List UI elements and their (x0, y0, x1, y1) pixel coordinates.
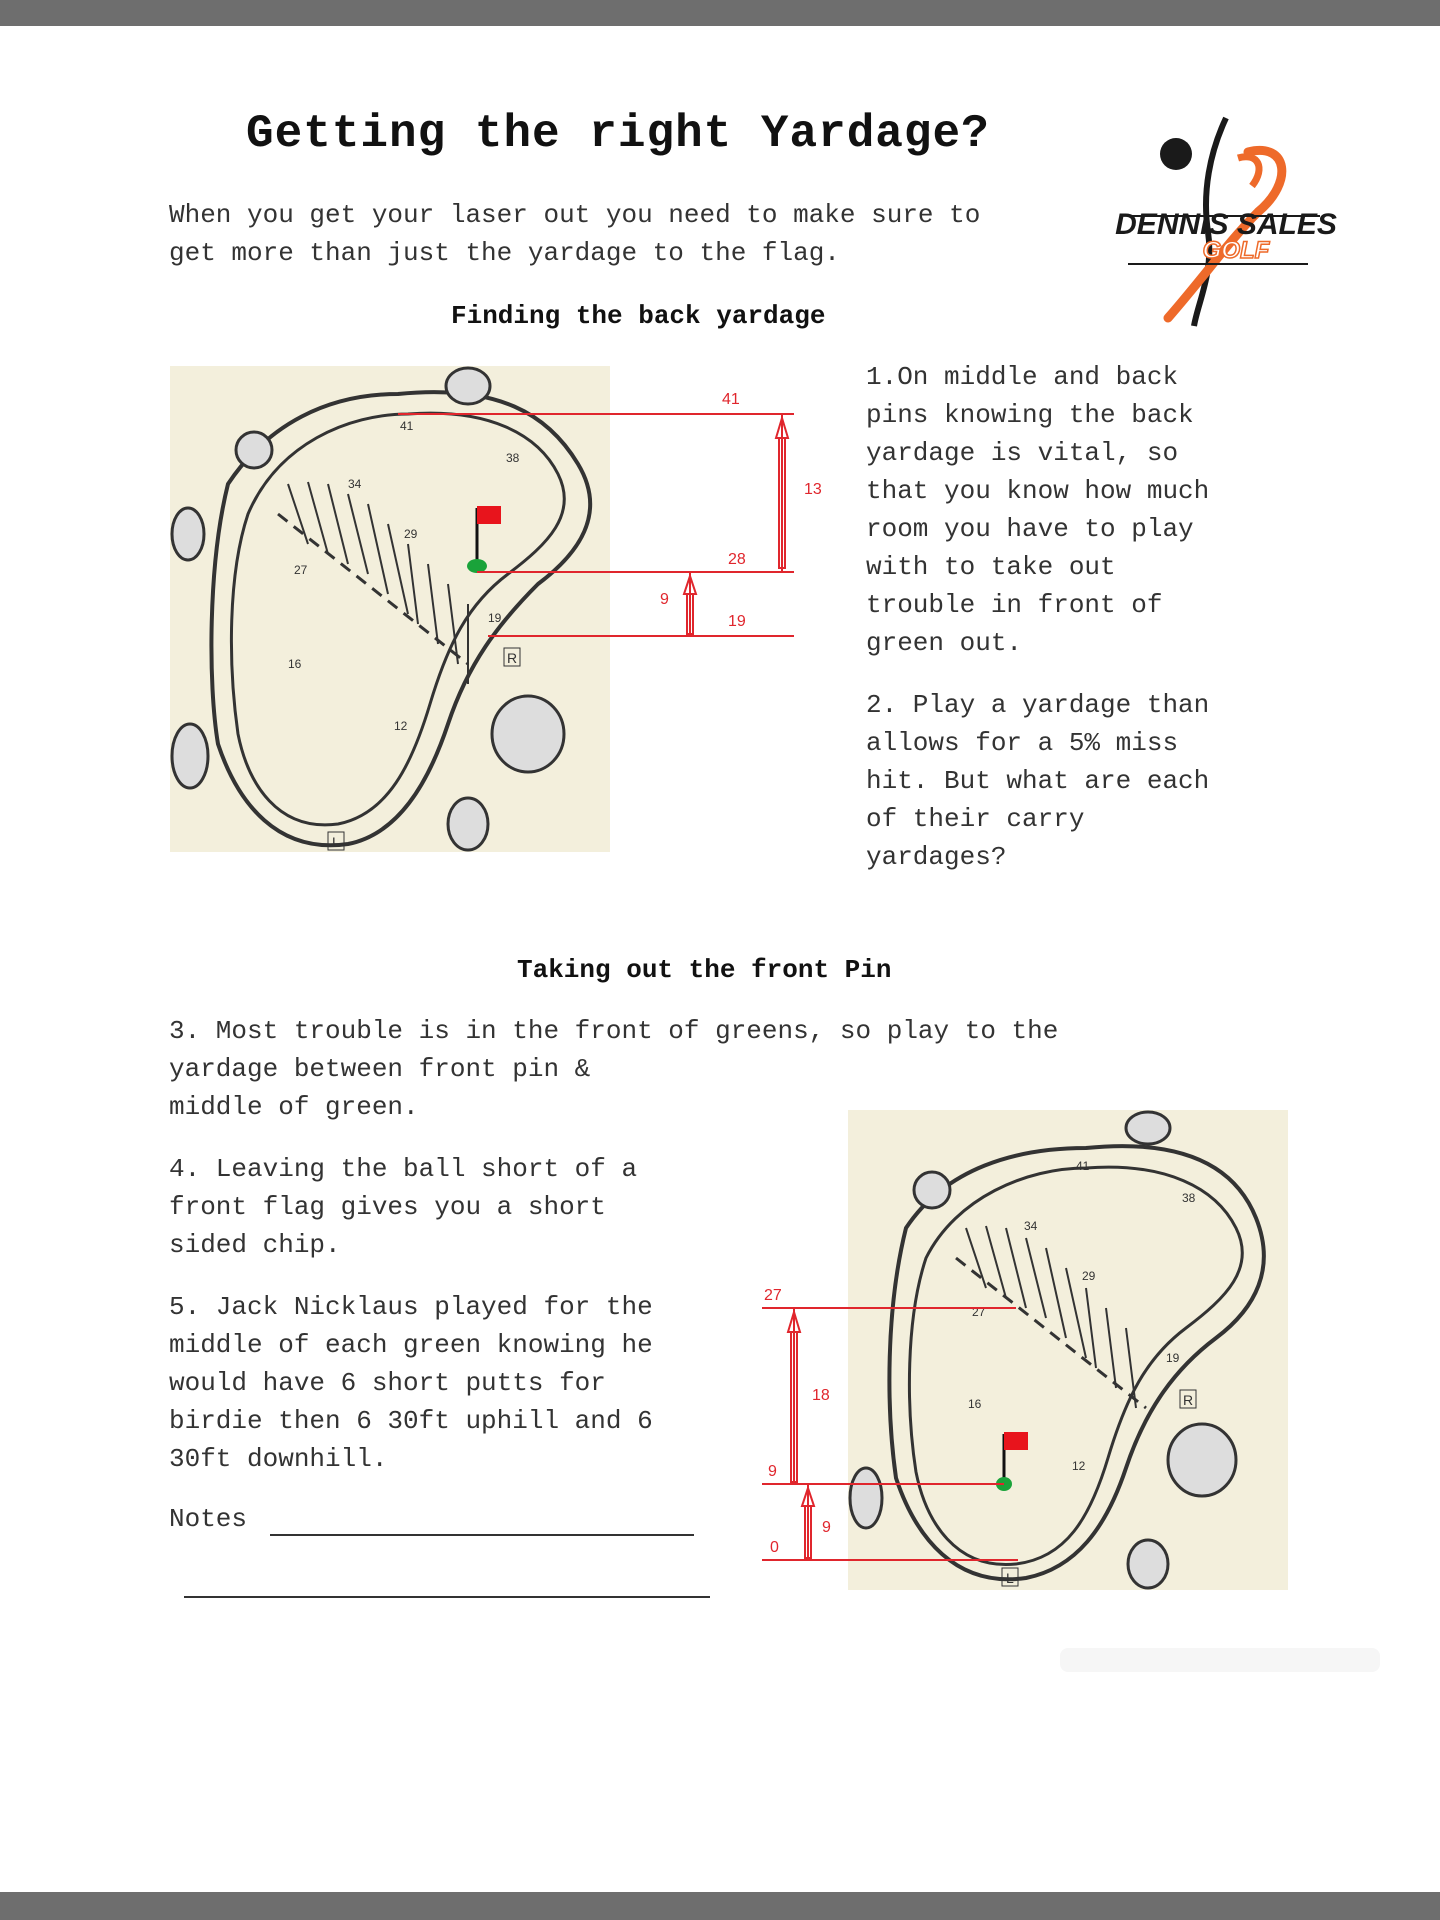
label-lower-gap: 9 (822, 1519, 831, 1536)
green-number: 41 (400, 419, 414, 433)
green-number: 29 (1082, 1269, 1096, 1283)
green-number: 16 (968, 1397, 982, 1411)
hole-icon (467, 559, 487, 573)
paragraph-3: 3. Most trouble is in the front of greens, so play to the yardage between front pin & middle of green. (169, 1016, 1059, 1122)
green-number: 41 (1076, 1159, 1090, 1173)
paragraph-1: 1.On middle and back pins knowing the back yardage is vital, so that you know how much room you have to play with to take out trouble in front of green out. (866, 362, 1210, 658)
label-upper-gap: 18 (812, 1387, 830, 1404)
label-flag-yardage: 9 (768, 1463, 777, 1480)
tee-marker-l: L (1006, 1570, 1014, 1586)
green-number: 16 (288, 657, 302, 671)
green-number: 19 (1166, 1351, 1180, 1365)
green-number: 34 (1024, 1219, 1038, 1233)
label-middle-yardage: 27 (764, 1287, 782, 1304)
label-back-yardage: 41 (722, 391, 740, 408)
diagram-paper (170, 366, 610, 852)
paragraph-4: 4. Leaving the ball short of a front flag gives you a short sided chip. (169, 1154, 638, 1260)
label-back-gap: 13 (804, 481, 822, 498)
green-number: 12 (394, 719, 408, 733)
green-number: 34 (348, 477, 362, 491)
flag-icon (477, 506, 501, 524)
scan-smudge (1060, 1648, 1380, 1672)
section1-heading: Finding the back yardage (451, 301, 826, 331)
tee-marker-r: R (507, 650, 518, 666)
front-pin-diagram (756, 1108, 1290, 1592)
green-number: 27 (972, 1305, 986, 1319)
paragraph-2: 2. Play a yardage than allows for a 5% miss hit. But what are each of their carry yardages? (866, 690, 1210, 872)
intro-text: When you get your laser out you need to make sure to get more than just the yardage to the flag. (169, 200, 981, 268)
flag-icon (1004, 1432, 1028, 1450)
green-number: 38 (1182, 1191, 1196, 1205)
green-number: 19 (488, 611, 502, 625)
back-yardage-diagram (168, 364, 828, 854)
dennis-sales-golf-logo (1098, 112, 1358, 332)
green-number: 27 (294, 563, 308, 577)
green-number: 12 (1072, 1459, 1086, 1473)
paragraph-5: 5. Jack Nicklaus played for the middle of each green knowing he would have 6 short putts for birdie then 6 30ft uphill and 6 30ft downhill. (169, 1292, 653, 1474)
logo-line1: DENNIS SALES (1115, 208, 1337, 241)
green-number: 38 (506, 451, 520, 465)
notes-line-1[interactable] (270, 1534, 694, 1536)
tee-marker-r: R (1183, 1392, 1194, 1408)
label-front-yardage: 19 (728, 613, 746, 630)
section2-heading: Taking out the front Pin (517, 955, 892, 985)
notes-label: Notes (169, 1504, 248, 1534)
label-front-gap: 9 (660, 591, 669, 608)
page-title: Getting the right Yardage? (246, 108, 990, 160)
notes-line-2[interactable] (184, 1596, 710, 1598)
label-flag-yardage: 28 (728, 551, 746, 568)
logo-line2: GOLF (1202, 237, 1270, 264)
green-number: 29 (404, 527, 418, 541)
tee-marker-l: L (332, 834, 340, 850)
label-front-yardage: 0 (770, 1539, 779, 1556)
